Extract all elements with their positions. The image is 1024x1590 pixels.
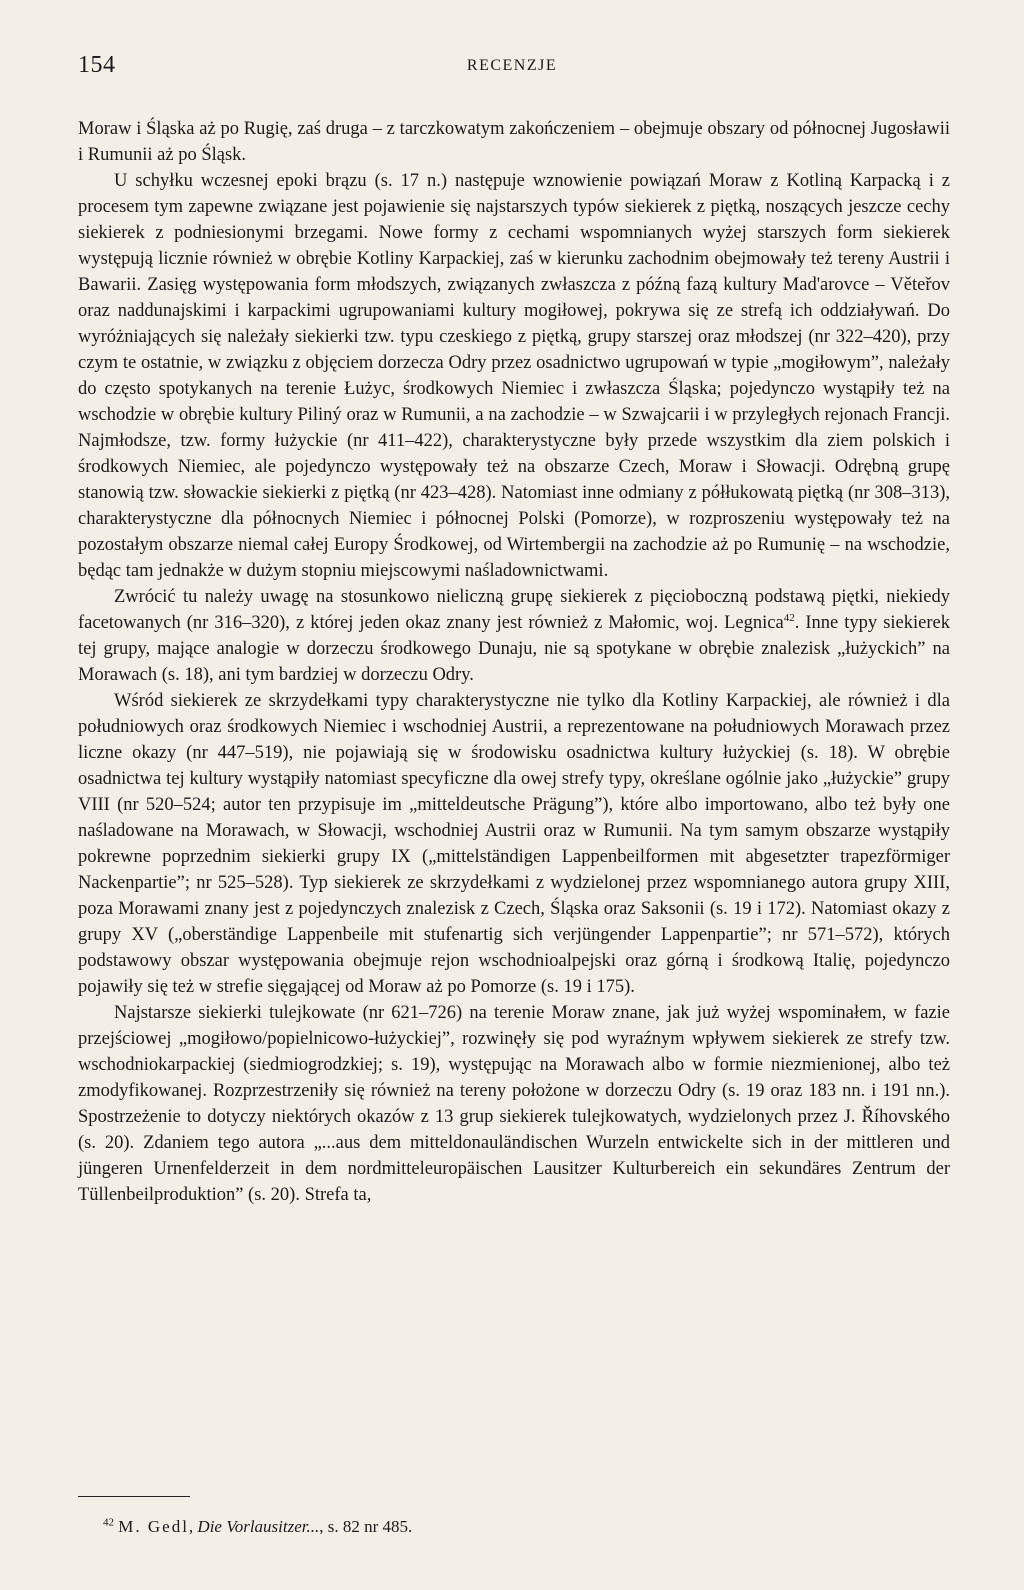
footnote-author: M. Gedl	[118, 1517, 189, 1536]
paragraph-2: U schyłku wczesnej epoki brązu (s. 17 n.) następuje wznowienie powiązań Moraw z Kotliną Karpacką i z procesem tym zapewne związane jest pojawienie się najstarszych typów siekierek z piętką, noszących jeszcze cechy siekierek z podniesionymi brzegami. Nowe formy z cechami wspomnianych wyżej starszych form siekierek występują licznie również w obrębie Kotliny Karpackiej, zaś w kierunku zachodnim obejmowały też tereny Austrii i Bawarii. Zasięg występowania form młodszych, związanych zwłaszcza z późną fazą kultury Mad'arovce – Věteřov oraz naddunajskimi i karpackimi ugrupowaniami kultury mogiłowej, pokrywa się ze strefą ich oddziaływań. Do wyróżniających się należały siekierki tzw. typu czeskiego z piętką, grupy starszej oraz młodszej (nr 322–420), przy czym te ostatnie, w związku z objęciem dorzecza Odry przez osadnictwo ugrupowań w typie „mogiłowym”, należały do często spotykanych na terenie Łużyc, środkowych Niemiec i zwłaszcza Śląska; pojedynczo wystąpiły też na wschodzie w obrębie kultury Piliný oraz w Rumunii, a na zachodzie – w Szwajcarii i w przyległych rejonach Francji. Najmłodsze, tzw. formy łużyckie (nr 411–422), charakterystyczne były przede wszystkim dla ziem polskich i środkowych Niemiec, ale pojedynczo występowały też na obszarze Czech, Moraw i Słowacji. Odrębną grupę stanowią tzw. słowackie siekierki z piętką (nr 423–428). Natomiast inne odmiany z półłukowatą piętką (nr 308–313), charakterystyczne dla północnych Niemiec i północnej Polski (Pomorze), w rozproszeniu występowały też na pozostałym obszarze niemal całej Europy Środkowej, od Wirtembergii na zachodzie aż po Rumunię – na wschodzie, będąc tam jednakże w dużym stopniu miejscowymi naśladownictwami.	[78, 171, 950, 581]
footnote-reference[interactable]: 42	[783, 611, 795, 624]
body-text	[78, 116, 950, 1208]
footnote-rest: , s. 82 nr 485.	[319, 1517, 413, 1536]
footnote: $^{42}$ M. Gedl, Die Vorlausitzer..., s. 82 nr 485.	[103, 1516, 413, 1536]
footnote-title: Die Vorlausitzer...	[197, 1517, 320, 1536]
paragraph-3-continuation: Inne typy siekierek tej grupy, mające analogie w dorzeczu środkowego Dunaju, nie są spotykane w obrębie znalezisk „łużyckich” na Morawach (s. 18), ani tym bardziej w dorzeczu Odry.	[78, 613, 950, 685]
page-number: 154	[78, 52, 116, 78]
paragraph-5: Najstarsze siekierki tulejkowate (nr 621–726) na terenie Moraw znane, jak już wyżej wspominałem, w fazie przejściowej „mogiłowo/popielnicowo-łużyckiej”, rozwinęły się pod wyraźnym wpływem siekierek ze strefy tzw. wschodniokarpackiej (siedmiogrodzkiej; s. 19), występując na Morawach albo w formie niezmienionej, albo też zmodyfikowanej. Rozprzestrzeniły się również na tereny położone w dorzeczu Odry (s. 19 oraz 183 nn. i 191 nn.). Spostrzeżenie to dotyczy niektórych okazów z 13 grup siekierek tulejkowatych, wydzielonych przez J. Říhovského (s. 20). Zdaniem tego autora „...aus dem mitteldonauländischen Wurzeln entwickelte sich in der mittleren und jüngeren Urnenfelderzeit in dem nordmitteleuropäischen Lausitzer Kulturbereich ein sekundäres Zentrum der Tüllenbeilproduktion” (s. 20). Strefa ta,	[78, 1003, 950, 1205]
paragraph-3-text: Zwrócić tu należy uwagę na stosunkowo nieliczną grupę siekierek z pięcioboczną podstawą piętki, niekiedy facetowanych (nr 316–320), z której jeden okaz znany jest również z Małomic, woj. Legnica	[78, 587, 950, 633]
paragraph-4: Wśród siekierek ze skrzydełkami typy charakterystyczne nie tylko dla Kotliny Karpackiej, ale również i dla południowych oraz środkowych Niemiec i wschodniej Austrii, a reprezentowane na południowych Morawach przez liczne okazy (nr 447–519), nie pojawiają się w środowisku osadnictwa kultury łużyckiej (s. 18). W obrębie osadnictwa tej kultury wystąpiły natomiast specyficzne dla owej strefy typy, określane ogólnie jako „łużyckie” grupy VIII (nr 520–524; autor ten przypisuje im „mitteldeutsche Prägung”), które albo importowano, albo też były one naśladowane na Morawach, w Słowacji, wschodniej Austrii oraz w Rumunii. Na tym samym obszarze wystąpiły pokrewne poprzednim siekierki grupy IX („mittelständigen Lappenbeilformen mit abgesetzter trapezförmiger Nackenpartie”; nr 525–528). Typ siekierek ze skrzydełkami z wydzielonej przez wspomnianego autora grupy XIII, poza Morawami znany jest z pojedynczych znalezisk z Czech, Śląska oraz Saksonii (s. 19 i 172). Natomiast okazy z grupy XV („oberständige Lappenbeile mit stufenartig sich verjüngender Lappenpartie”; nr 571–572), których podstawowy obszar występowania obejmuje rejon wschodnioalpejski oraz górną i środkową Italię, pojedynczo pojawiły się też w strefie sięgającej od Moraw aż po Pomorze (s. 19 i 175).	[78, 691, 950, 997]
paragraph-3: Zwrócić tu należy uwagę na stosunkowo nieliczną grupę siekierek z pięcioboczną podstawą piętki, niekiedy facetowanych (nr 316–320), z której jeden okaz znany jest również z Małomic, woj. Legnica$^{42}$. Inne typy siekierek tej grupy, mające analogie w dorzeczu środkowego Dunaju, nie są spotykane w obrębie znalezisk „łużyckich” na Morawach (s. 18), ani tym bardziej w dorzeczu Odry.	[78, 587, 950, 685]
running-title: RECENZJE	[466, 57, 558, 74]
footnote-divider	[78, 1496, 190, 1497]
paragraph-1: Moraw i Śląska aż po Rugię, zaś druga – z tarczkowatym zakończeniem – obejmuje obszary od północnej Jugosławii i Rumunii aż po Śląsk.	[78, 119, 950, 165]
footnote-number: 42	[103, 1516, 114, 1529]
